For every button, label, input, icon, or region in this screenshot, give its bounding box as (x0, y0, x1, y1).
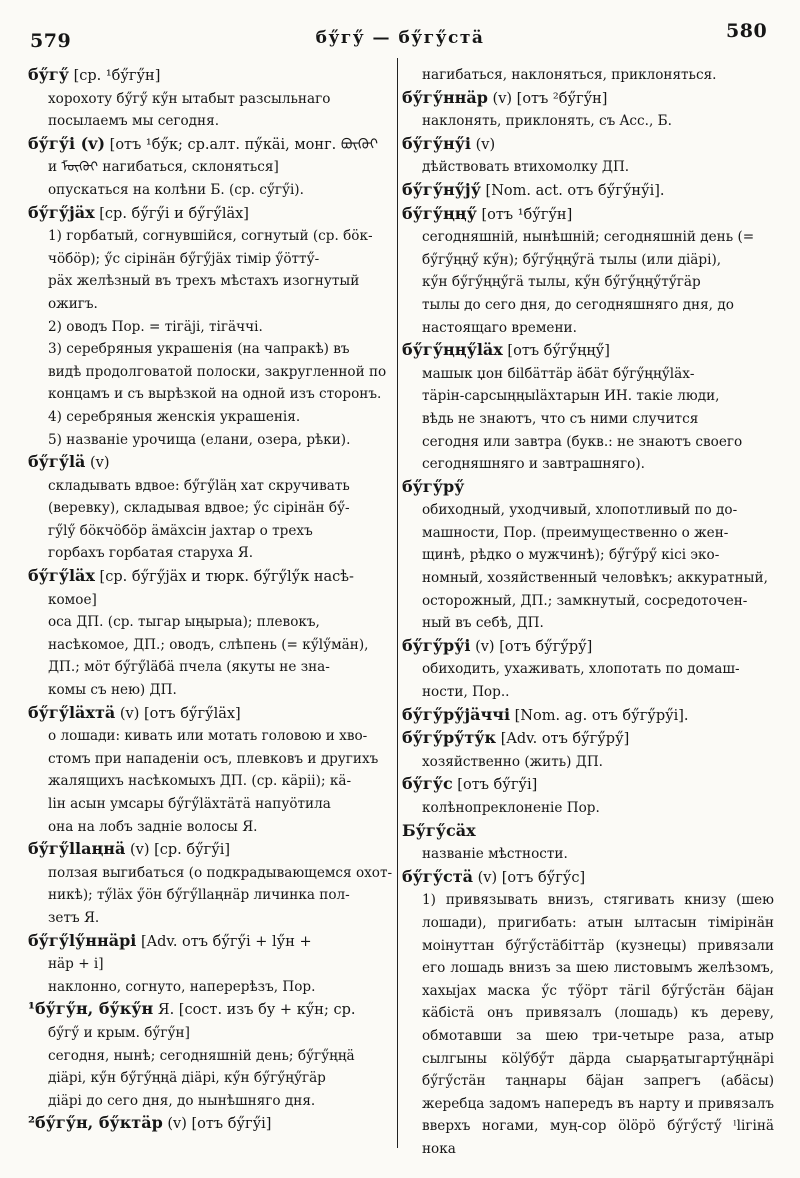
definition-paragraph: 1) привязывать внизъ, стягивать книзу (шею лошади), пригибать: атын ылтасын тімірінäн моінуттан бӳгӳстäбіттäр (кузнецы) привязали его лошадь внизъ за шею листовымъ желѣзомъ, хахыјах маска ӳс тӳöрт тäгіl бӳгӳстäн бäјан кäбістä онъ привязалъ (лошадь) къ дереву, обмотавши за шею три-четыре раза, атыр сылгыны кӧlӳбӳт дäрда сыарҕатыгартӳңнäрі бӳгӳстäн таңнары бäјан запрегъ (абäсы) жеребца задомъ напередъ въ нарту и привязалъ вверхъ ногами, муң-сор ölöрö бӳгӳстӳ ˡlігінä нока (422, 892, 774, 1157)
dictionary-entry-head (402, 339, 774, 363)
headword: бӳгӳ (28, 65, 69, 84)
definition-line: концамъ и съ вырѣзкой на одной изъ сторонъ. (48, 386, 382, 403)
definition-line: вѣдь не знаютъ, что съ ними случится (422, 410, 699, 427)
definition-line: насѣкомое, ДП.; оводъ, слѣпень (= кӳlӳмäн), (48, 636, 369, 653)
definition-line: щинѣ, рѣдко о мужчинѣ); бӳгӳрӳ кісі эко- (422, 547, 720, 564)
definition-line: машности, Пор. (преимущественно о жен- (422, 524, 729, 541)
definition-line: чöбӧр); ӳс сірінäн бӳгӳјäх тімір ӳöттӳ- (48, 250, 320, 267)
left-page-number: 579 (30, 30, 72, 52)
definition-line: тылы до сего дня, до сегодняшняго дня, до (422, 296, 734, 313)
headword: бӳгӳстä (402, 866, 473, 886)
headword: бӳгӳllаңнä (28, 839, 126, 859)
headword: бӳгӳрӳјäччі (402, 704, 511, 724)
headword: Бӳгӳсäх (402, 820, 476, 840)
headword: бӳгӳннäр (402, 87, 488, 107)
dictionary-entry-head (402, 87, 774, 111)
dictionary-entry-head (402, 727, 774, 751)
headword: бӳгӳнӳі (402, 133, 471, 153)
definition-line: видѣ продолговатой полоски, закругленной по (48, 363, 387, 380)
definition-line: обиходить, ухаживать, хлопотать по домаш- (422, 661, 740, 678)
definition-line: дiäрi, кӳн бӳгӳңңä дiäрi, кӳн бӳгӳңӳгäр (48, 1070, 326, 1087)
definition-line: ползая выгибаться (о подкрадывающемся охот- (48, 864, 393, 881)
definition-line: 3) серебряныя украшенія (на чапракѣ) въ (48, 341, 350, 358)
definition-line: ности, Пор.. (422, 684, 510, 701)
headword: ²бӳгӳн, бӳктäр (28, 1113, 163, 1133)
definition-line: 5) названіе урочища (елани, озера, рѣки). (48, 431, 351, 448)
definition-line: осторожный, ДП.; замкнутый, сосредоточен- (422, 592, 748, 609)
entry-etymology: [Adv. отъ бӳгӳі + lӳн + (136, 933, 312, 950)
definition-line: рäх желѣзный въ трехъ мѣстахъ изогнутый (48, 273, 360, 290)
headword: бӳгӳlä (28, 452, 86, 472)
headword: бӳгӳі (v) (28, 133, 106, 153)
dictionary-entry-head (402, 773, 774, 797)
definition-line: наклонять, приклонять, съ Acc., Б. (422, 113, 672, 130)
entry-etymology: [ср. бӳгӳі и бӳгӳläх] (94, 205, 249, 222)
entry-etymology: (v) [отъ ²бӳгӳн] (487, 90, 608, 107)
definition-line: сегодняшній, нынѣшній; сегодняшній день (= (422, 229, 755, 246)
headword: бӳгӳрӳ (402, 476, 465, 496)
entry-etymology: [ср. бӳгӳјäх и тюрк. бӳгӳlӳк насѣ- (94, 569, 354, 586)
headword: бӳгӳläхтä (28, 702, 116, 722)
definition-line: сегодняшняго и завтрашняго). (422, 456, 645, 473)
definition-line: 1) горбатый, согнувшійся, согнутый (ср. бöк- (48, 228, 373, 245)
entry-etymology: (v) [отъ бӳгӳрӳ] (470, 638, 593, 655)
dictionary-entry-head (28, 702, 398, 726)
dictionary-entry-head (402, 179, 774, 203)
headword: бӳгӳläх (28, 566, 95, 586)
dictionary-entry-head (28, 565, 398, 589)
dictionary-entry-head (402, 820, 774, 844)
entry-etymology: (v) [ср. бӳгӳі] (125, 842, 231, 859)
entry-etymology: [отъ бӳгӳі] (452, 777, 538, 794)
definition-line: нагибаться, наклоняться, приклоняться. (422, 67, 717, 83)
definition-line: опускаться на колѣни Б. (ср. сӳгӳі). (48, 181, 304, 198)
definition-line: жалящихъ насѣкомыхъ ДП. (ср. кäріі); кä- (48, 773, 352, 790)
entry-etymology: [отъ ¹бӳк; ср.алт. пӳкäі, монг. ᠪᠥᠬᠥᠢ (105, 136, 379, 153)
definition-line: оса ДП. (ср. тыгар ыңырыа); плевокъ, (48, 614, 320, 631)
dictionary-entry-head (28, 64, 398, 88)
definition-line: ожигъ. (48, 295, 98, 312)
definition-line: и ᠮᠥᠬᠥᠢ нагибаться, склоняться] (48, 159, 279, 176)
dictionary-entry-head (402, 476, 774, 500)
definition-line: о лошади: кивать или мотать головою и хво- (48, 728, 368, 745)
dictionary-entry-head (402, 133, 774, 157)
definition-line: бӳгӳ и крым. бӳгӳн] (48, 1024, 190, 1041)
definition-line: никѣ); тӳläх ӳöн бӳгӳllаңнäр личинка пол- (48, 887, 350, 904)
definition-line: ДП.; мӧт бӳгӳläбä пчела (якуты не зна- (48, 659, 330, 676)
dictionary-entry-head (402, 704, 774, 728)
dictionary-entry-head (402, 203, 774, 227)
definition-line: она на лобъ задніе волосы Я. (48, 818, 258, 835)
definition-line: дiäрi до сего дня, до нынѣшняго дня. (48, 1092, 316, 1109)
entry-etymology: (v) [отъ бӳгӳläх] (115, 705, 241, 722)
definition-line: хорохоту бӳгӳ кӳн ытабыт разсыльнаго (48, 90, 331, 107)
definition-line: дѣйствовать втихомолку ДП. (422, 159, 630, 176)
definition-line: 4) серебряныя женскія украшенія. (48, 408, 301, 425)
headword: бӳгӳңңӳläх (402, 340, 503, 360)
dictionary-entry-head (28, 451, 398, 475)
definition-line: колѣнопреклоненіе Пор. (422, 800, 600, 816)
right-page-number: 580 (726, 20, 768, 42)
entry-etymology: (v) (471, 136, 496, 153)
definition-line: lін асын умсары бӳгӳläхтäтä напуӧтила (48, 796, 331, 812)
definition-line: 2) оводъ Пор. = тігäјі, тігäччі. (48, 318, 263, 335)
entry-etymology: [Nom. act. отъ бӳгӳнӳі]. (480, 182, 665, 199)
entry-etymology: [отъ бӳгӳңңӳ] (502, 343, 610, 360)
definition-line: бӳгӳңңӳ кӳн); бӳгӳңңӳгä тылы (или дiäрi), (422, 251, 722, 268)
headword: бӳгӳс (402, 774, 453, 794)
running-head: бӳгӳ — бӳгӳстä (315, 28, 485, 48)
definition-line: обиходный, уходчивый, хлопотливый по до- (422, 502, 738, 519)
dictionary-entry-head (402, 866, 774, 890)
definition-line: комы съ нею) ДП. (48, 682, 177, 699)
definition-line: тäрін-сарсыңңыläхтарын ИН. такіе люди, (422, 388, 720, 405)
dictionary-entry-head (28, 202, 398, 226)
dictionary-entry-head (28, 998, 398, 1022)
definition-line: ный въ себѣ, ДП. (422, 615, 544, 632)
dictionary-entry-head (28, 838, 398, 862)
headword: бӳгӳрӳі (402, 635, 471, 655)
page-header (0, 18, 800, 58)
dictionary-entry-head (28, 930, 398, 954)
definition-line: нäр + і] (48, 956, 104, 973)
definition-line: названіе мѣстности. (422, 846, 568, 863)
definition-line: сегодня, нынѣ; сегодняшній день; бӳгӳңңä (48, 1047, 355, 1064)
dictionary-entry-head (402, 635, 774, 659)
definition-line: комое] (48, 591, 97, 608)
definition-line: горбахъ горбатая старуха Я. (48, 545, 254, 562)
definition-line: посылаемъ мы сегодня. (48, 113, 220, 130)
entry-etymology: [Adv. отъ бӳгӳрӳ] (496, 731, 630, 748)
entry-etymology: [ср. ¹бӳгӳн] (68, 68, 161, 84)
definition-line: сегодня или завтра (букв.: не знаютъ своего (422, 433, 743, 450)
entry-etymology: (v) (85, 455, 110, 472)
dictionary-entry-head (28, 133, 398, 157)
definition-line: машык џон біlбäттäр äбäт бӳгӳңңӳläх- (422, 365, 695, 382)
definition-line: зетъ Я. (48, 909, 100, 926)
definition-line: складывать вдвое: бӳгӳläң хат скручивать (48, 477, 350, 494)
definition-line: (веревку), складывая вдвое; ӳс сірінäн бӳ- (48, 500, 350, 517)
definition-line: кӳн бӳгӳңңӳгä тылы, кӳн бӳгӳңңӳтӳгäр (422, 274, 701, 291)
headword: бӳгӳlӳннäрі (28, 930, 137, 950)
definition-line: хозяйственно (жить) ДП. (422, 753, 603, 770)
dictionary-entry-head (28, 1112, 398, 1136)
definition-line: наклонно, согнуто, наперерѣзъ, Пор. (48, 978, 316, 995)
entry-etymology: (v) [отъ бӳгӳс] (472, 869, 586, 886)
entry-etymology: [Nom. ag. отъ бӳгӳрӳі]. (510, 707, 689, 724)
headword: бӳгӳрӳтӳк (402, 728, 497, 748)
definition-line: номный, хозяйственный человѣкъ; аккуратный, (422, 570, 768, 587)
definition-line: гӳlӳ бöкчöбӧр äмäхсін јахтар о трехъ (48, 522, 313, 539)
entry-etymology: [отъ ¹бӳгӳн] (476, 206, 573, 223)
left-column (28, 64, 398, 1136)
definition-line: настоящаго времени. (422, 319, 577, 336)
headword: бӳгӳнӳјӳ (402, 179, 481, 199)
headword: бӳгӳңңӳ (402, 203, 477, 223)
right-column (402, 64, 774, 1161)
definition-line: стомъ при нападеніи осъ, плевковъ и другихъ (48, 750, 379, 767)
headword: ¹бӳгӳн, бӳкӳн (28, 999, 154, 1019)
headword: бӳгӳјäх (28, 202, 95, 222)
entry-etymology: Я. [сост. изъ бу + кӳн; ср. (153, 1002, 356, 1019)
entry-etymology: (v) [отъ бӳгӳі] (162, 1116, 272, 1133)
